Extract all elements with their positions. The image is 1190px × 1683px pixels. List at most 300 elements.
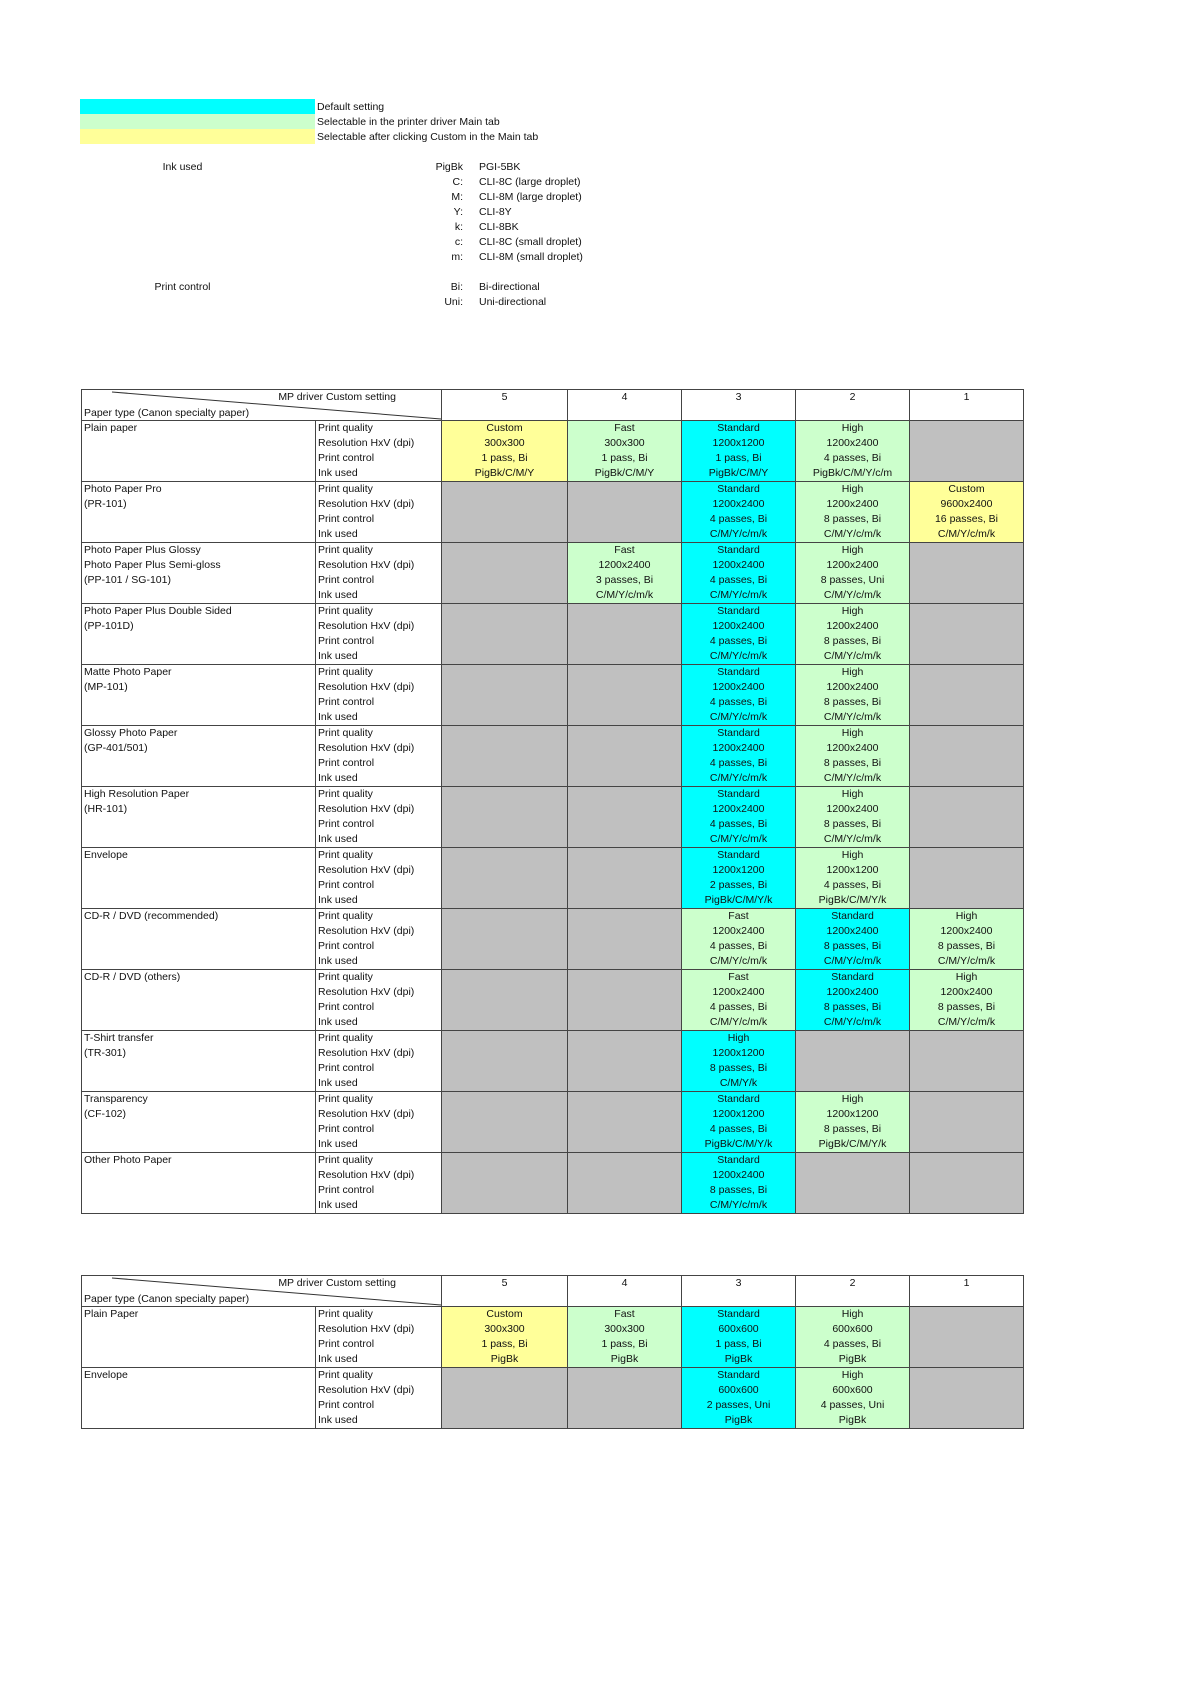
setting-label: Resolution HxV (dpi) [318,1384,415,1396]
custom-level-header: 3 [682,390,796,421]
unavailable-cell [442,543,568,604]
setting-label: Print control [318,1184,375,1196]
setting-value: Standard [717,422,760,434]
empty-line [442,741,567,756]
empty-line [442,1076,567,1091]
empty-line [910,1031,1023,1046]
empty-line [568,1398,681,1413]
ink-used-value: PGI-5BK [479,161,521,173]
setting-cell [568,421,682,482]
setting-label: Print control [318,1338,375,1350]
setting-value: 4 passes, Bi [709,1001,768,1013]
legend-swatch [80,129,315,144]
unavailable-cell [910,543,1024,604]
setting-value: 16 passes, Bi [934,513,999,525]
unavailable-cell [910,787,1024,848]
ink-used-label: Ink used [162,161,203,173]
setting-value: 8 passes, Bi [823,696,882,708]
empty-line [442,985,567,1000]
paper-row [82,421,1024,482]
setting-value: Custom [486,1308,523,1320]
empty-line [910,1183,1023,1198]
setting-value: 1200x2400 [712,1169,765,1181]
unavailable-cell [910,604,1024,665]
empty-line [442,512,567,527]
empty-line [442,832,567,847]
empty-line [442,1383,567,1398]
unavailable-cell [568,1092,682,1153]
paper-row [82,482,1024,543]
setting-label: Resolution HxV (dpi) [318,803,415,815]
empty-line [442,1368,567,1383]
setting-value: PigBk [490,1353,519,1365]
paper-type-name: (TR-301) [84,1047,127,1059]
setting-value: High [955,971,978,983]
paper-row [82,1153,1024,1214]
setting-value: High [841,788,864,800]
paper-type-cell [82,909,316,970]
setting-value: 4 passes, Bi [709,818,768,830]
paper-type-name: Glossy Photo Paper [84,727,178,739]
setting-label: Ink used [318,650,358,662]
ink-used-code: M: [451,191,463,203]
empty-line [910,421,1023,436]
paper-row [82,1368,1024,1429]
ink-used-code: PigBk [435,161,463,173]
setting-labels-cell [316,909,442,970]
setting-value: Standard [831,910,874,922]
setting-label: Resolution HxV (dpi) [318,681,415,693]
empty-line [442,1413,567,1428]
setting-value: C/M/Y/c/m/k [709,589,768,601]
settings-table-black [81,1275,1024,1429]
setting-value: PigBk/C/M/Y [594,467,655,479]
empty-line [796,1061,909,1076]
setting-label: Resolution HxV (dpi) [318,620,415,632]
empty-line [910,619,1023,634]
empty-line [442,558,567,573]
empty-line [910,436,1023,451]
custom-level-header: 2 [796,390,910,421]
setting-value: C/M/Y/c/m/k [823,955,882,967]
legend-row [80,114,538,129]
setting-value: 8 passes, Bi [823,1123,882,1135]
paper-type-cell [82,421,316,482]
setting-value: 1200x1200 [826,864,879,876]
setting-value: PigBk/C/M/Y [474,467,535,479]
paper-row [82,726,1024,787]
empty-line [442,1031,567,1046]
setting-label: Ink used [318,894,358,906]
empty-line [910,802,1023,817]
paper-type-name: (MP-101) [84,681,128,693]
setting-value: C/M/Y/c/m/k [937,955,996,967]
empty-line [568,954,681,969]
empty-line [442,1046,567,1061]
setting-value: Standard [717,666,760,678]
setting-label: Resolution HxV (dpi) [318,986,415,998]
empty-line [442,863,567,878]
print-control-code: Bi: [450,281,463,293]
unavailable-cell [442,726,568,787]
empty-line [796,1198,909,1213]
ink-used-code: k: [454,221,463,233]
setting-label: Ink used [318,1016,358,1028]
setting-value: 3 passes, Bi [595,574,654,586]
header-paper-type-label: Paper type (Canon specialty paper) [84,1293,250,1305]
empty-line [568,1183,681,1198]
setting-value: 1200x2400 [712,498,765,510]
setting-value: 1 pass, Bi [715,452,762,464]
print-control-row [80,296,600,311]
empty-line [442,1122,567,1137]
setting-cell [796,604,910,665]
setting-label: Print control [318,757,375,769]
empty-line [442,573,567,588]
setting-value: High [841,1308,864,1320]
paper-type-cell [82,604,316,665]
setting-value: Standard [717,605,760,617]
unavailable-cell [442,970,568,1031]
setting-value: 8 passes, Bi [823,513,882,525]
empty-line [442,909,567,924]
empty-line [442,1061,567,1076]
print-control-block [80,281,600,311]
setting-label: Resolution HxV (dpi) [318,742,415,754]
empty-line [910,1398,1023,1413]
setting-value: Fast [614,544,635,556]
setting-labels-cell [316,1153,442,1214]
setting-value: 300x300 [604,1323,645,1335]
paper-type-cell [82,848,316,909]
setting-label: Resolution HxV (dpi) [318,498,415,510]
empty-line [568,893,681,908]
unavailable-cell [442,1368,568,1429]
empty-line [910,649,1023,664]
paper-type-name: Photo Paper Plus Semi-gloss [84,559,221,571]
ink-used-row [80,161,600,176]
empty-line [442,924,567,939]
setting-value: PigBk/C/M/Y/k [818,1138,887,1150]
setting-label: Print quality [318,483,373,495]
empty-line [442,1398,567,1413]
empty-line [910,1046,1023,1061]
setting-value: PigBk [610,1353,639,1365]
paper-row [82,543,1024,604]
setting-value: 2 passes, Uni [706,1399,771,1411]
setting-value: 1 pass, Bi [601,452,648,464]
setting-cell [796,1368,910,1429]
empty-line [910,863,1023,878]
empty-line [910,1352,1023,1367]
setting-cell [568,543,682,604]
empty-line [910,1092,1023,1107]
unavailable-cell [910,1153,1024,1214]
setting-value: High [841,1369,864,1381]
ink-used-block [80,161,600,266]
setting-value: Standard [831,971,874,983]
setting-label: Print control [318,696,375,708]
setting-value: 300x300 [484,1323,525,1335]
setting-cell [910,970,1024,1031]
setting-cell [682,604,796,665]
header-custom-setting-label: MP driver Custom setting [278,391,396,403]
empty-line [442,1000,567,1015]
empty-line [442,893,567,908]
paper-type-cell [82,665,316,726]
empty-line [910,604,1023,619]
empty-line [442,1015,567,1030]
settings-table-color [81,389,1024,1214]
setting-cell [796,970,910,1031]
ink-used-value: CLI-8M (large droplet) [479,191,582,203]
setting-label: Ink used [318,1353,358,1365]
setting-value: 1200x1200 [712,864,765,876]
setting-value: 600x600 [718,1384,759,1396]
setting-value: 1200x2400 [826,986,879,998]
unavailable-cell [568,604,682,665]
setting-value: High [841,422,864,434]
setting-cell [682,787,796,848]
empty-line [910,1337,1023,1352]
setting-value: C/M/Y/c/m/k [709,711,768,723]
empty-line [442,802,567,817]
empty-line [910,543,1023,558]
setting-value: 1 pass, Bi [715,1338,762,1350]
setting-value: 1200x2400 [712,620,765,632]
setting-value: 1200x1200 [712,1108,765,1120]
empty-line [910,710,1023,725]
ink-used-row [80,191,600,206]
legend-label: Selectable after clicking Custom in the Main tab [317,130,539,143]
empty-line [910,1383,1023,1398]
setting-value: C/M/Y/c/m/k [709,528,768,540]
setting-label: Ink used [318,833,358,845]
empty-line [910,573,1023,588]
setting-value: High [841,483,864,495]
setting-value: 600x600 [832,1384,873,1396]
setting-cell [796,787,910,848]
paper-type-name: Matte Photo Paper [84,666,172,678]
paper-type-cell [82,1368,316,1429]
empty-line [568,1092,681,1107]
setting-label: Ink used [318,955,358,967]
print-control-row [80,281,600,296]
empty-line [568,1031,681,1046]
setting-value: Standard [717,727,760,739]
custom-level-header: 2 [796,1276,910,1307]
setting-value: High [841,605,864,617]
empty-line [910,588,1023,603]
setting-value: 1200x2400 [712,986,765,998]
setting-label: Print control [318,513,375,525]
setting-label: Resolution HxV (dpi) [318,925,415,937]
setting-value: 4 passes, Bi [709,696,768,708]
unavailable-cell [568,482,682,543]
empty-line [442,817,567,832]
ink-used-code: m: [451,251,463,263]
empty-line [910,451,1023,466]
setting-value: 1200x2400 [826,498,879,510]
setting-label: Ink used [318,589,358,601]
setting-value: PigBk [838,1353,867,1365]
empty-line [568,970,681,985]
setting-value: PigBk [724,1353,753,1365]
setting-value: 1200x2400 [826,803,879,815]
setting-cell [796,1092,910,1153]
unavailable-cell [568,1031,682,1092]
setting-label: Print quality [318,1032,373,1044]
setting-value: PigBk/C/M/Y [708,467,769,479]
setting-value: Standard [717,1369,760,1381]
ink-used-value: CLI-8Y [479,206,512,218]
unavailable-cell [910,421,1024,482]
ink-used-row [80,236,600,251]
setting-value: 1200x2400 [712,803,765,815]
setting-value: 1200x2400 [826,681,879,693]
setting-labels-cell [316,848,442,909]
setting-labels-cell [316,482,442,543]
setting-cell [682,1031,796,1092]
setting-value: 8 passes, Bi [937,940,996,952]
setting-label: Resolution HxV (dpi) [318,559,415,571]
setting-label: Resolution HxV (dpi) [318,1323,415,1335]
setting-value: 4 passes, Bi [709,513,768,525]
empty-line [568,1061,681,1076]
empty-line [568,1015,681,1030]
setting-value: PigBk/C/M/Y/k [704,1138,773,1150]
setting-value: C/M/Y/c/m/k [823,528,882,540]
empty-line [442,1168,567,1183]
setting-labels-cell [316,665,442,726]
color-legend [80,99,538,144]
setting-value: 4 passes, Bi [823,879,882,891]
setting-value: 1200x1200 [712,1047,765,1059]
empty-line [442,649,567,664]
empty-line [910,558,1023,573]
paper-type-name: Other Photo Paper [84,1154,172,1166]
unavailable-cell [910,1307,1024,1368]
setting-label: Print quality [318,605,373,617]
setting-value: 300x300 [484,437,525,449]
setting-value: High [841,727,864,739]
paper-type-name: Transparency [84,1093,148,1105]
empty-line [568,497,681,512]
legend-label: Default setting [317,100,385,113]
setting-value: 4 passes, Bi [709,574,768,586]
setting-label: Print quality [318,727,373,739]
setting-labels-cell [316,1307,442,1368]
empty-line [568,878,681,893]
setting-value: C/M/Y/c/m/k [823,589,882,601]
setting-value: C/M/Y/c/m/k [823,711,882,723]
paper-type-name: Envelope [84,1369,128,1381]
setting-label: Resolution HxV (dpi) [318,437,415,449]
empty-line [442,1137,567,1152]
unavailable-cell [442,787,568,848]
setting-label: Ink used [318,467,358,479]
setting-label: Print quality [318,544,373,556]
setting-cell [796,543,910,604]
custom-level-header: 3 [682,1276,796,1307]
setting-cell [568,1307,682,1368]
custom-level-header: 4 [568,390,682,421]
empty-line [568,985,681,1000]
setting-label: Print control [318,1001,375,1013]
setting-value: 8 passes, Bi [709,1062,768,1074]
custom-level-header: 5 [442,1276,568,1307]
setting-value: C/M/Y/c/m/k [823,1016,882,1028]
empty-line [568,1383,681,1398]
setting-label: Ink used [318,1077,358,1089]
empty-line [568,741,681,756]
setting-value: 4 passes, Bi [823,1338,882,1350]
setting-value: 1200x2400 [826,742,879,754]
setting-value: C/M/Y/c/m/k [709,1199,768,1211]
empty-line [442,1183,567,1198]
empty-line [568,1413,681,1428]
setting-value: 1200x2400 [712,742,765,754]
setting-value: PigBk [838,1414,867,1426]
setting-value: PigBk/C/M/Y/c/m [812,467,893,479]
setting-value: 8 passes, Bi [937,1001,996,1013]
unavailable-cell [796,1031,910,1092]
paper-type-cell [82,543,316,604]
empty-line [910,726,1023,741]
empty-line [442,482,567,497]
setting-value: C/M/Y/c/m/k [823,650,882,662]
setting-value: Standard [717,788,760,800]
setting-value: 8 passes, Bi [823,940,882,952]
setting-value: 4 passes, Bi [709,757,768,769]
ink-used-row [80,176,600,191]
setting-cell [682,1307,796,1368]
unavailable-cell [910,848,1024,909]
empty-line [568,771,681,786]
setting-label: Resolution HxV (dpi) [318,864,415,876]
empty-line [568,619,681,634]
legend-label: Selectable in the printer driver Main tab [317,115,500,128]
empty-line [568,863,681,878]
ink-used-value: CLI-8M (small droplet) [479,251,583,263]
setting-value: 1200x1200 [826,1108,879,1120]
setting-value: C/M/Y/k [719,1077,758,1089]
setting-value: 1200x2400 [940,986,993,998]
setting-label: Print quality [318,1154,373,1166]
empty-line [910,1137,1023,1152]
paper-type-name: CD-R / DVD (others) [84,971,181,983]
empty-line [568,649,681,664]
empty-line [910,756,1023,771]
setting-labels-cell [316,604,442,665]
empty-line [568,1107,681,1122]
paper-type-name: Envelope [84,849,128,861]
empty-line [442,665,567,680]
setting-value: Custom [948,483,985,495]
setting-value: High [727,1032,750,1044]
empty-line [568,1168,681,1183]
empty-line [568,710,681,725]
empty-line [568,1000,681,1015]
diagonal-header [82,390,442,421]
setting-value: C/M/Y/c/m/k [709,955,768,967]
unavailable-cell [442,1153,568,1214]
setting-label: Print control [318,452,375,464]
unavailable-cell [910,1368,1024,1429]
ink-used-value: CLI-8BK [479,221,519,233]
setting-value: 8 passes, Bi [823,1001,882,1013]
setting-value: 1200x2400 [712,925,765,937]
